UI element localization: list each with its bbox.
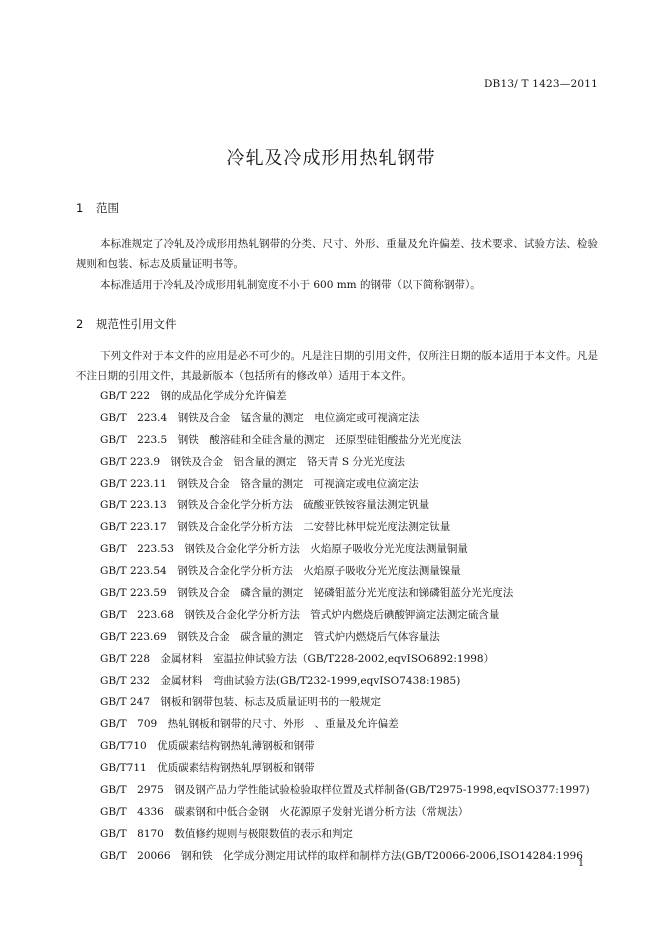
reference-item: GB/T 8170 数值修约规则与极限数值的表示和判定 [100, 827, 353, 840]
reference-item: GB/T 232 金属材料 弯曲试验方法(GB/T232-1999,eqvISO7438:1985) [100, 674, 461, 687]
reference-item: GB/T 223.69 钢铁及合金 碳含量的测定 管式炉内燃烧后气体容量法 [100, 630, 440, 643]
page-number: 1 [577, 858, 584, 869]
reference-item: GB/T 223.17 钢铁及合金化学分析方法 二安替比林甲烷光度法测定钛量 [100, 521, 451, 534]
reference-item: GB/T 223.4 钢铁及合金 锰含量的测定 电位滴定或可视滴定法 [100, 411, 420, 424]
reference-item: GB/T 709 热轧钢板和钢带的尺寸、外形 、重量及允许偏差 [100, 718, 399, 731]
section-2-heading [76, 316, 177, 332]
section-1-heading [76, 200, 119, 216]
reference-item: GB/T 223.54 钢铁及合金化学分析方法 火焰原子吸收分光光度法测量镍量 [100, 565, 461, 578]
reference-item: GB/T 222 钢的成品化学成分允许偏差 [100, 390, 287, 402]
section-title: 范围 [96, 201, 119, 215]
section-number: 1 [76, 201, 84, 215]
reference-item: GB/T 223.53 钢铁及合金化学分析方法 火焰原子吸收分光光度法测量铜量 [100, 543, 468, 556]
section-number: 2 [76, 317, 84, 331]
reference-item: GB/T 223.59 钢铁及合金 磷含量的测定 铋磷钼蓝分光光度法和锑磷钼蓝分光光度法 [100, 587, 514, 600]
scope-paragraph-1: 本标准规定了冷轧及冷成形用热轧钢带的分类、尺寸、外形、重量及允许偏差、技术要求、试验方法、检验规则和包装、标志及质量证明书等。 [76, 238, 598, 270]
reference-item: GB/T 223.11 钢铁及合金 铬含量的测定 可视滴定或电位滴定法 [100, 477, 419, 490]
reference-list [100, 385, 620, 867]
scope-paragraph-2: 本标准适用于冷轧及冷成形用轧制宽度不小于 600 mm 的钢带（以下简称钢带）。 [100, 279, 481, 291]
reference-item: GB/T710 优质碳素结构钢热轧薄钢板和钢带 [100, 740, 315, 753]
reference-item: GB/T 223.13 钢铁及合金化学分析方法 硫酸亚铁铵容量法测定钒量 [100, 499, 430, 512]
reference-item: GB/T711 优质碳素结构钢热轧厚钢板和钢带 [100, 762, 315, 775]
reference-item: GB/T 20066 钢和铁 化学成分测定用试样的取样和制样方法(GB/T20066-2006,ISO14284:1996 [100, 849, 583, 862]
reference-item: GB/T 223.68 钢铁及合金化学分析方法 管式炉内燃烧后碘酸钾滴定法测定硫含量 [100, 608, 500, 621]
reference-item: GB/T 4336 碳素钢和中低合金钢 火花源原子发射光谱分析方法（常规法） [100, 805, 469, 818]
document-title: 冷轧及冷成形用热轧钢带 [226, 148, 436, 169]
reference-item: GB/T 228 金属材料 室温拉伸试验方法（GB/T228-2002,eqvISO6892:1998） [100, 652, 495, 665]
reference-item: GB/T 247 钢板和钢带包装、标志及质量证明书的一般规定 [100, 696, 382, 709]
reference-item: GB/T 223.9 钢铁及合金 铝含量的测定 铬天青 S 分光光度法 [100, 455, 405, 468]
section-title: 规范性引用文件 [96, 317, 177, 331]
normative-references-intro: 下列文件对于本文件的应用是必不可少的。凡是注日期的引用文件，仅所注日期的版本适用于本文件。凡是不注日期的引用文件，其最新版本（包括所有的修改单）适用于本文件。 [76, 350, 598, 382]
reference-item: GB/T 223.5 钢铁 酸溶硅和全硅含量的测定 还原型硅钼酸盐分光光度法 [100, 433, 462, 446]
reference-item: GB/T 2975 钢及钢产品力学性能试验检验取样位置及式样制备(GB/T2975-1998,eqvISO377:1997) [100, 784, 590, 797]
document-code: DB13/ T 1423—2011 [483, 78, 598, 90]
